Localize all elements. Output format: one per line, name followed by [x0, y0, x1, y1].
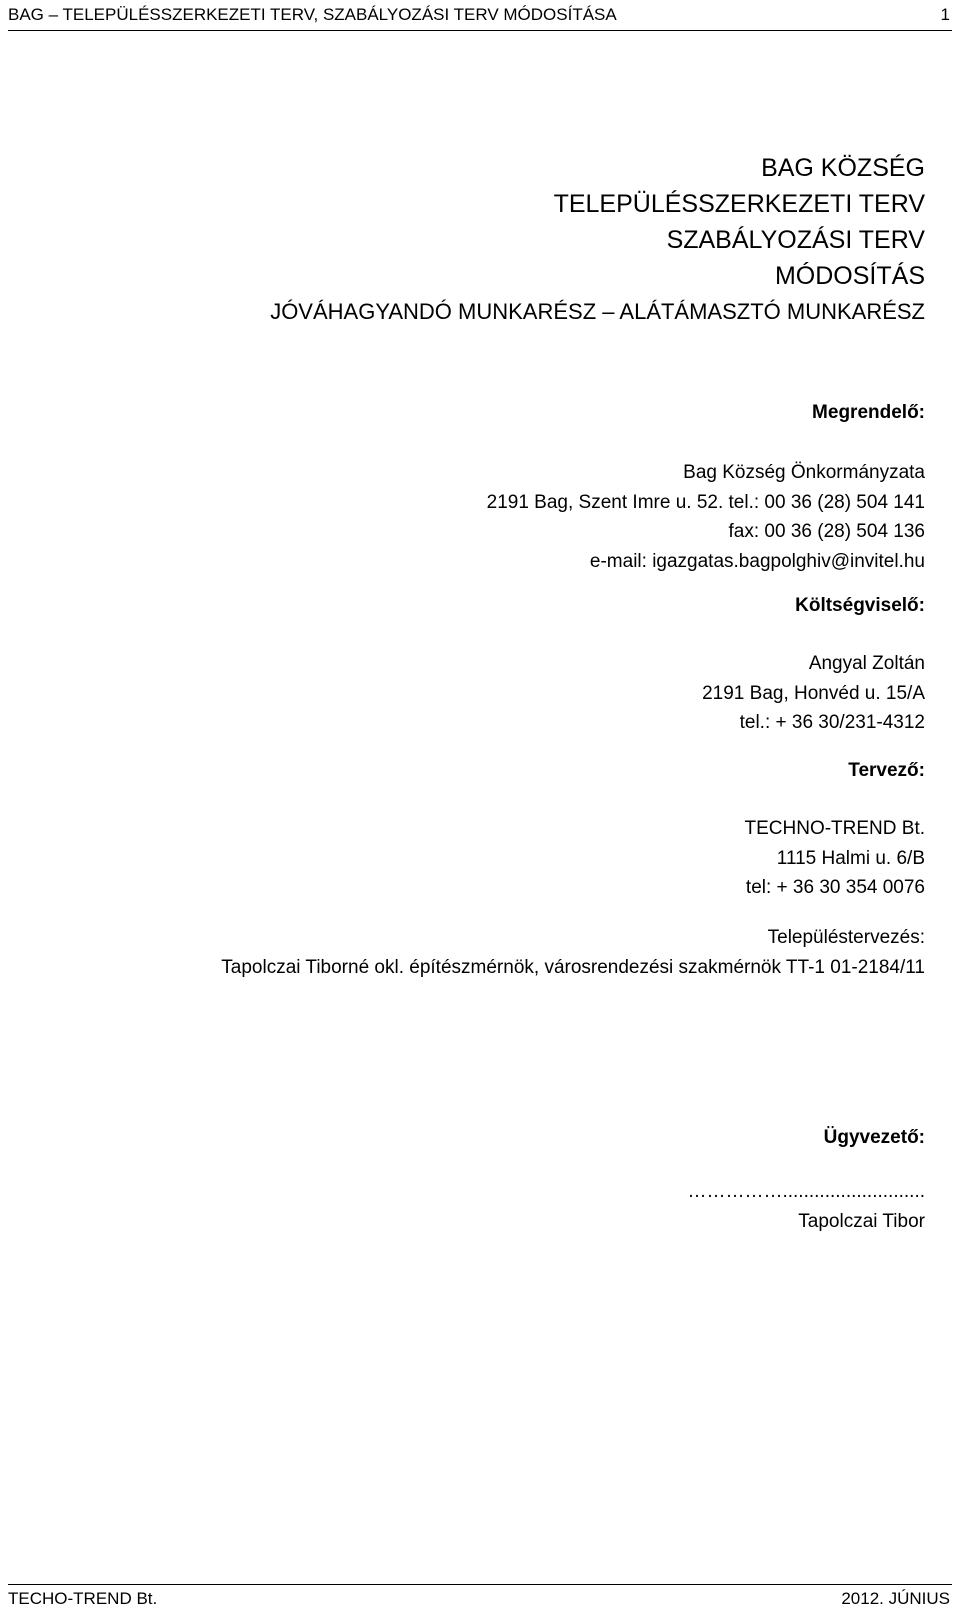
- title-line-2: TELEPÜLÉSSZERKEZETI TERV: [553, 190, 925, 218]
- planning-person: Tapolczai Tiborné okl. építészmérnök, városrendezési szakmérnök TT-1 01-2184/11: [221, 956, 925, 978]
- client-fax: fax: 00 36 (28) 504 136: [728, 521, 925, 542]
- signature-line: ……………...........................: [687, 1181, 925, 1202]
- title-line-4: MÓDOSÍTÁS: [774, 262, 925, 290]
- client-label: Megrendelő:: [812, 402, 925, 423]
- page-number: 1: [940, 5, 950, 24]
- designer-name: TECHNO-TREND Bt.: [744, 818, 925, 839]
- footer-company: TECHO-TREND Bt.: [8, 1589, 158, 1608]
- header-title: BAG – TELEPÜLÉSSZERKEZETI TERV, SZABÁLYOZÁSI TERV MÓDOSÍTÁSA: [8, 5, 617, 24]
- footer-date: 2012. JÚNIUS: [841, 1589, 950, 1608]
- designer-address: 1115 Halmi u. 6/B: [776, 847, 925, 869]
- sponsor-section: [702, 593, 925, 738]
- sponsor-name: Angyal Zoltán: [808, 653, 925, 674]
- manager-name: Tapolczai Tibor: [798, 1210, 925, 1232]
- sponsor-address: 2191 Bag, Honvéd u. 15/A: [702, 682, 925, 704]
- document-title-block: [270, 150, 925, 330]
- client-name: Bag Község Önkormányzata: [683, 462, 925, 483]
- client-section: [487, 400, 925, 576]
- client-address: 2191 Bag, Szent Imre u. 52. tel.: 00 36 (28) 504 141: [486, 491, 925, 513]
- client-email: e-mail: igazgatas.bagpolghiv@invitel.hu: [589, 550, 925, 572]
- sponsor-phone: tel.: + 36 30/231-4312: [739, 712, 925, 733]
- designer-phone: tel: + 36 30 354 0076: [745, 877, 925, 898]
- manager-label: Ügyvezető:: [823, 1127, 925, 1148]
- title-line-1: BAG KÖZSÉG: [761, 154, 925, 182]
- title-line-3: SZABÁLYOZÁSI TERV: [666, 226, 925, 254]
- planning-section: [221, 923, 925, 982]
- title-line-5: JÓVÁHAGYANDÓ MUNKARÉSZ – ALÁTÁMASZTÓ MUNKARÉSZ: [270, 299, 925, 324]
- page-footer: [8, 1584, 952, 1615]
- sponsor-label: Költségviselő:: [795, 595, 925, 616]
- planning-label: Településtervezés:: [767, 927, 925, 948]
- designer-label: Tervező:: [848, 760, 925, 781]
- designer-section: [745, 758, 926, 903]
- manager-section: [687, 1125, 925, 1236]
- page-header: [8, 4, 952, 31]
